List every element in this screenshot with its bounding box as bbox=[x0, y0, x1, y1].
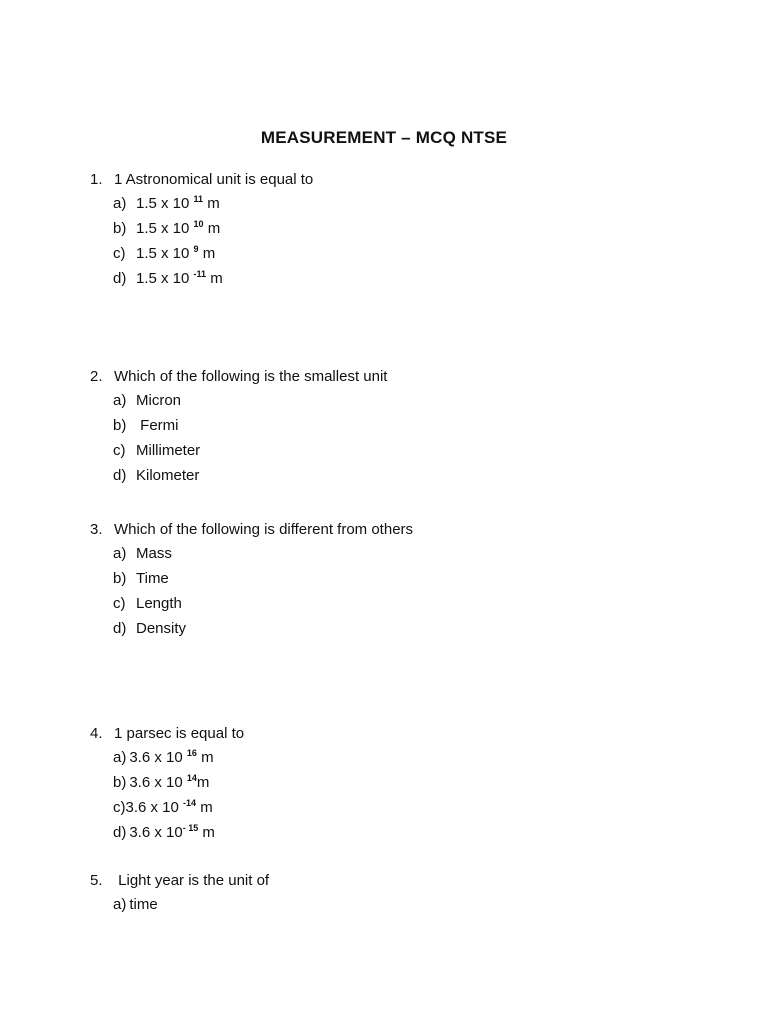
question-number: 5. bbox=[90, 872, 103, 889]
question-5 bbox=[90, 870, 269, 917]
option-label: a) bbox=[113, 545, 127, 562]
option-c bbox=[90, 591, 413, 616]
option-label: a) bbox=[113, 896, 127, 913]
option-base: 1.5 x 10 bbox=[136, 245, 194, 262]
question-text bbox=[90, 723, 244, 745]
option-label: d) bbox=[113, 467, 127, 484]
option-a bbox=[90, 892, 269, 917]
option-c bbox=[90, 438, 387, 463]
question-number: 4. bbox=[90, 725, 103, 742]
option-a bbox=[90, 745, 244, 770]
question-stem: Light year is the unit of bbox=[114, 872, 270, 889]
option-label: c) bbox=[113, 442, 126, 459]
option-label: b) bbox=[113, 570, 127, 587]
option-base: 3.6 x 10 bbox=[129, 824, 183, 841]
option-d bbox=[90, 820, 244, 845]
option-text: Time bbox=[136, 570, 169, 587]
option-exponent: 10 bbox=[193, 219, 204, 229]
option-text: Kilometer bbox=[136, 467, 200, 484]
option-d bbox=[90, 266, 313, 291]
option-exponent: -11 bbox=[193, 269, 207, 279]
option-text: Millimeter bbox=[136, 442, 201, 459]
option-label: c) bbox=[113, 245, 126, 262]
option-b bbox=[90, 566, 413, 591]
option-unit: m bbox=[203, 220, 221, 237]
page-title: MEASUREMENT – MCQ NTSE bbox=[260, 128, 508, 147]
option-label: c) bbox=[113, 799, 126, 816]
option-exponent: 14 bbox=[186, 773, 197, 783]
option-b bbox=[90, 770, 244, 795]
option-text: Fermi bbox=[136, 417, 179, 434]
option-text: Density bbox=[136, 620, 187, 637]
option-d bbox=[90, 463, 387, 488]
option-unit: m bbox=[196, 774, 210, 791]
option-label: b) bbox=[113, 417, 127, 434]
option-a bbox=[90, 388, 387, 413]
option-exponent: 16 bbox=[186, 748, 197, 758]
option-a bbox=[90, 541, 413, 566]
option-d bbox=[90, 616, 413, 641]
question-4 bbox=[90, 723, 244, 845]
question-stem: 1 Astronomical unit is equal to bbox=[114, 171, 314, 188]
option-unit: m bbox=[198, 245, 216, 262]
option-label: b) bbox=[113, 774, 127, 791]
question-3 bbox=[90, 519, 413, 641]
option-label: d) bbox=[113, 824, 127, 841]
option-text: Mass bbox=[136, 545, 172, 562]
question-text bbox=[90, 169, 313, 191]
question-number: 1. bbox=[90, 171, 103, 188]
option-b bbox=[90, 216, 313, 241]
option-unit: m bbox=[196, 749, 214, 766]
question-2 bbox=[90, 366, 387, 488]
option-label: c) bbox=[113, 595, 126, 612]
option-b bbox=[90, 413, 387, 438]
question-text bbox=[90, 519, 413, 541]
option-c bbox=[90, 241, 313, 266]
question-number: 2. bbox=[90, 368, 103, 385]
question-text bbox=[90, 870, 269, 892]
question-1 bbox=[90, 169, 313, 291]
question-stem: Which of the following is different from others bbox=[114, 521, 414, 538]
question-number: 3. bbox=[90, 521, 103, 538]
option-base: 3.6 x 10 bbox=[129, 749, 187, 766]
option-label: a) bbox=[113, 392, 127, 409]
option-text: time bbox=[129, 896, 158, 913]
option-exponent: -14 bbox=[183, 798, 197, 808]
option-unit: m bbox=[206, 270, 223, 287]
option-label: a) bbox=[113, 749, 127, 766]
option-c bbox=[90, 795, 244, 820]
option-label: d) bbox=[113, 270, 127, 287]
question-stem: Which of the following is the smallest unit bbox=[114, 368, 388, 385]
option-label: d) bbox=[113, 620, 127, 637]
option-base: 3.6 x 10 bbox=[129, 774, 187, 791]
option-base: 1.5 x 10 bbox=[136, 195, 194, 212]
option-a bbox=[90, 191, 313, 216]
question-stem: 1 parsec is equal to bbox=[114, 725, 245, 742]
option-text: Length bbox=[136, 595, 182, 612]
option-exponent: 9 bbox=[193, 244, 199, 254]
option-base: 3.6 x 10 bbox=[125, 799, 184, 816]
option-unit: m bbox=[203, 195, 220, 212]
option-exponent: 11 bbox=[193, 194, 204, 204]
option-text: Micron bbox=[136, 392, 182, 409]
option-base: 1.5 x 10 bbox=[136, 270, 194, 287]
option-unit: m bbox=[196, 799, 213, 816]
option-unit: m bbox=[198, 824, 215, 841]
option-label: b) bbox=[113, 220, 127, 237]
question-text bbox=[90, 366, 387, 388]
option-label: a) bbox=[113, 195, 127, 212]
option-exponent: - 15 bbox=[182, 823, 199, 833]
option-base: 1.5 x 10 bbox=[136, 220, 194, 237]
